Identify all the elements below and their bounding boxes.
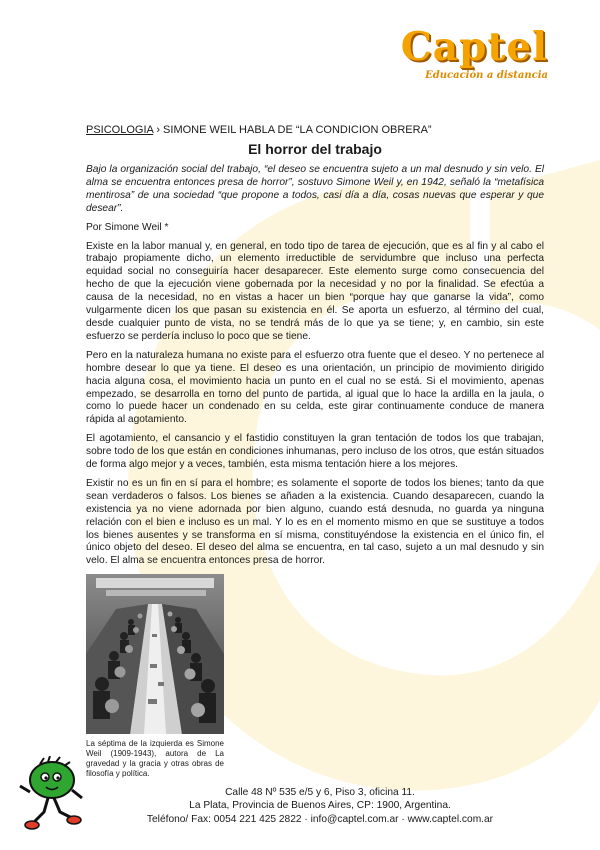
article-byline: Por Simone Weil * [86,221,169,233]
article-paragraph-4: Existir no es un fin en sí para el hombre; es solamente el soporte de todos los bienes; tanto da que sean verdaderos o falsos. Los bienes se añaden a la existencia. Cuando desaparecen, cuando la existencia ya no viene adornada por bien alguno, cuando está desnuda, no guarda ya ninguna relación con el bien e incluso es un mal. Y lo es en el momento mismo en que se sustituye a todos los bienes ausentes y se transforma en sí misma, constituyéndose la existencia en el único fin, el único objeto del deseo. El deseo del alma se encuentra, en tal caso, sujeto a un mal desnudo y sin velo. El alma se encuentra entonces presa de horror. [86,477,544,567]
mascot-running-figure-icon [14,756,86,832]
article-intro: Bajo la organización social del trabajo, “el deseo se encuentra sujeto a un mal desnudo y sin velo. El alma se encuentra entonces presa de horror”, sostuvo Simone Weil y, en 1942, señaló la “metafísica mentirosa” de una sociedad “que propone a todos, casi día a día, cosas nuevas que esperar y que desear”. [86,164,544,214]
breadcrumb-separator: › [156,124,160,136]
factory-workers-photo [86,574,224,734]
footer-city: La Plata, Provincia de Buenos Aires, CP: 1900, Argentina. [189,800,451,812]
footer [100,786,540,826]
article-paragraph-3: El agotamiento, el cansancio y el fastidio constituyen la gran tentación de todos los que trabajan, sobre todo de los que están en condiciones inhumanas, pero incluso de los otros, que están situados de forma algo mejor y a veces, también, esta misma tentación hiere a los mejores. [86,433,544,471]
footer-address: Calle 48 Nº 535 e/5 y 6, Piso 3, oficina 11. [225,787,415,798]
footer-contact: Teléfono/ Fax: 0054 221 425 2822 · info@captel.com.ar · www.captel.com.ar [146,813,494,825]
breadcrumb-title: SIMONE WEIL HABLA DE “LA CONDICION OBRERA” [163,124,432,136]
photo-block [86,574,224,778]
captel-logo [400,24,548,81]
article-title: El horror del trabajo [248,141,382,157]
article [86,124,544,778]
article-paragraph-1: Existe en la labor manual y, en general, en todo tipo de tarea de ejecución, que es al fin y al cabo el trabajo propiamente dicho, un elemento irreductible de servidumbre que incluso una perfecta equidad social no conseguiría hacer desaparecer. Este elemento surge como consecuencia del hecho de que la ejecución viene gobernada por la necesidad y no por la finalidad. Se efectúa a causa de la necesidad, no en vistas a hacer un bien “porque hay que ganarse la vida”, como vulgarmente dicen los que pasan su existencia en él. Se aporta un esfuerzo, al término del cual, desde cualquier punto de vista, no se tendrá más de lo que ya se tiene; y, en cambio, sin este esfuerzo se perdería incluso lo poco que se tiene. [86,240,544,342]
logo-tagline: Educación a distancia [425,70,548,81]
article-paragraph-2: Pero en la naturaleza humana no existe para el esfuerzo otra fuente que el deseo. Y no pertenece al hombre desear lo que ya tiene. El deseo es una orientación, un principio de movimiento dirigido hacia alguna cosa, el movimiento hacia un punto en el cual no se está. Si el movimiento, apenas empezado, se desarrolla en torno del punto de partida, al igual que lo hace la ardilla en la jaula, o como lo puede hacer un condenado en su celda, este girar continuamente conduce de manera rápida al agotamiento. [86,349,544,426]
logo-wordmark: Captel [400,24,548,70]
breadcrumb-section[interactable]: PSICOLOGIA [86,124,154,136]
breadcrumb [86,124,544,136]
photo-caption: La séptima de la izquierda es Simone Weil (1909-1943), autora de La gravedad y la gracia y otras obras de filosofía y política. [86,739,224,778]
